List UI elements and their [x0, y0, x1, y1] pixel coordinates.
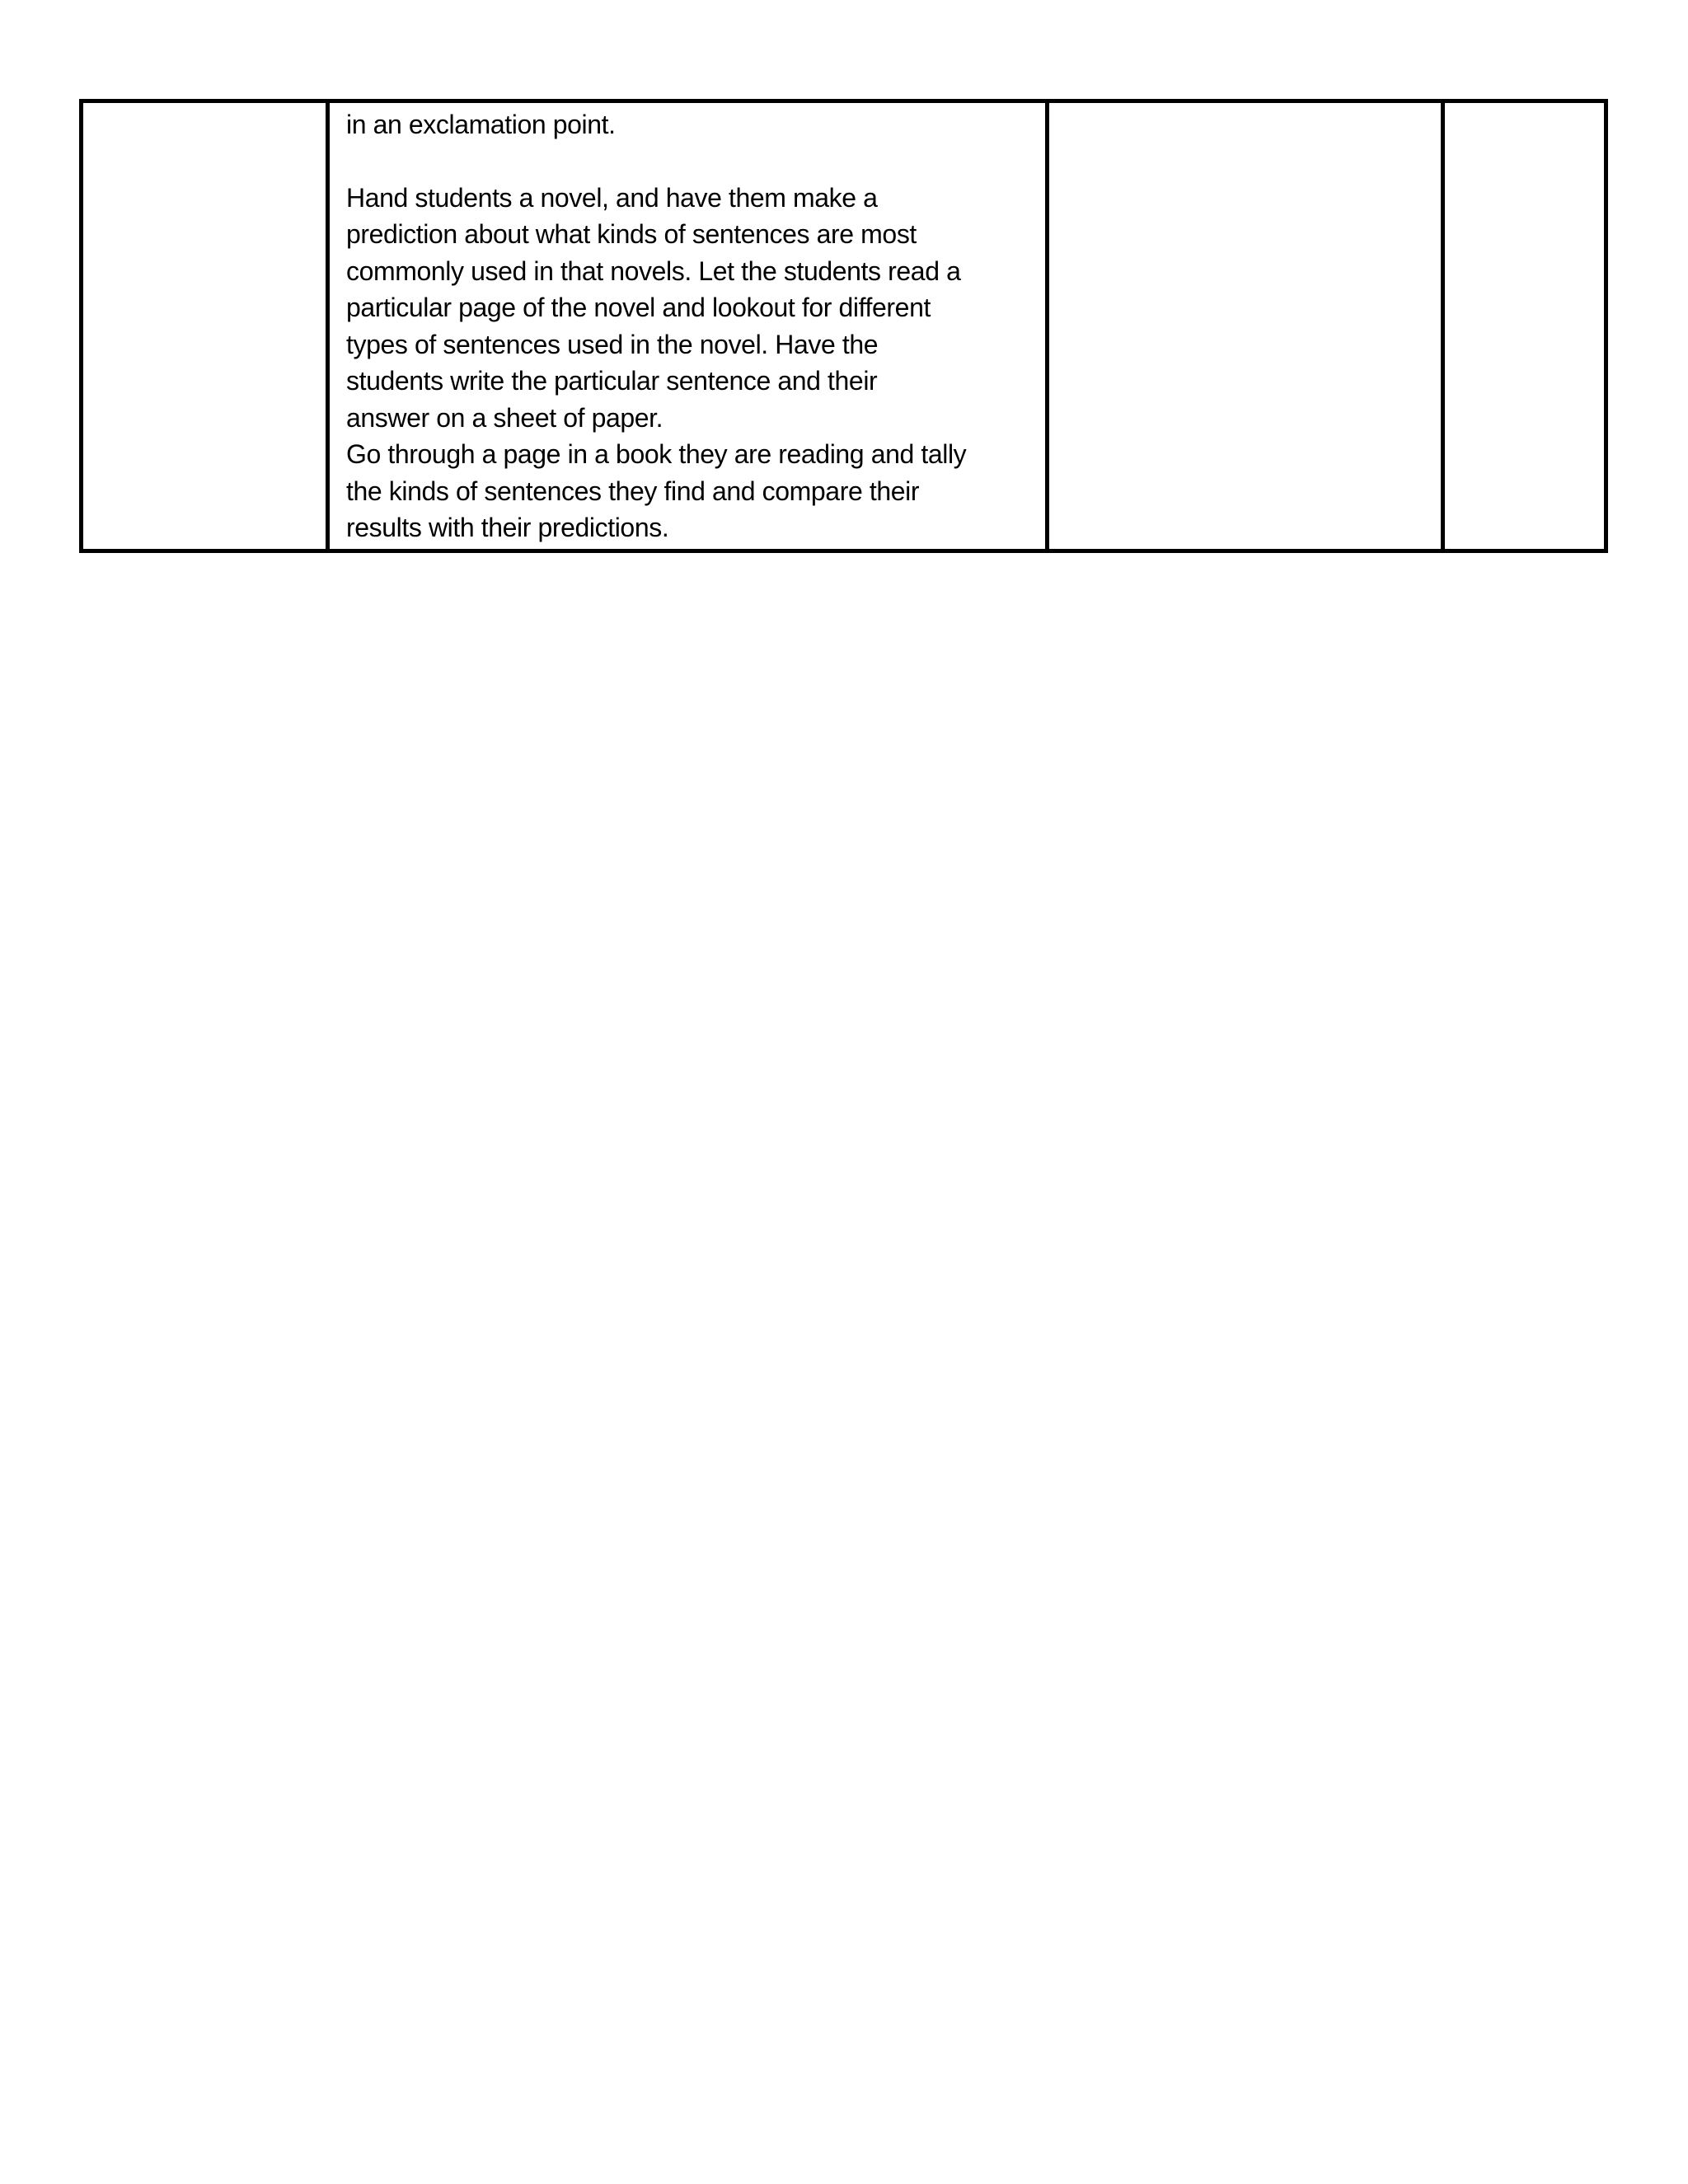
table-cell-3 — [1048, 101, 1443, 551]
text-line: answer on a sheet of paper. — [346, 402, 663, 433]
text-line: results with their predictions. — [346, 513, 669, 542]
text-line: in an exclamation point. — [346, 110, 616, 139]
text-line: types of sentences used in the novel. Have the — [346, 329, 879, 359]
text-line: Go through a page in a book they are reading and tally — [346, 439, 967, 469]
text-line: commonly used in that novels. Let the students read a — [346, 255, 961, 286]
activity-description — [330, 103, 1045, 546]
table-row — [82, 101, 1606, 551]
text-line: students write the particular sentence and their — [346, 366, 878, 396]
text-line: Hand students a novel, and have them make a — [346, 182, 878, 213]
table-cell-4 — [1443, 101, 1606, 551]
table-cell-1 — [82, 101, 328, 551]
table-bottom-rule — [79, 551, 1604, 553]
text-line: particular page of the novel and lookout for different — [346, 293, 931, 322]
text-line: prediction about what kinds of sentences are most — [346, 219, 917, 249]
table-cell-activity — [328, 101, 1048, 551]
text-line: the kinds of sentences they find and compare their — [346, 476, 920, 506]
paragraph-gap — [346, 143, 1030, 180]
activities-table — [79, 99, 1608, 553]
